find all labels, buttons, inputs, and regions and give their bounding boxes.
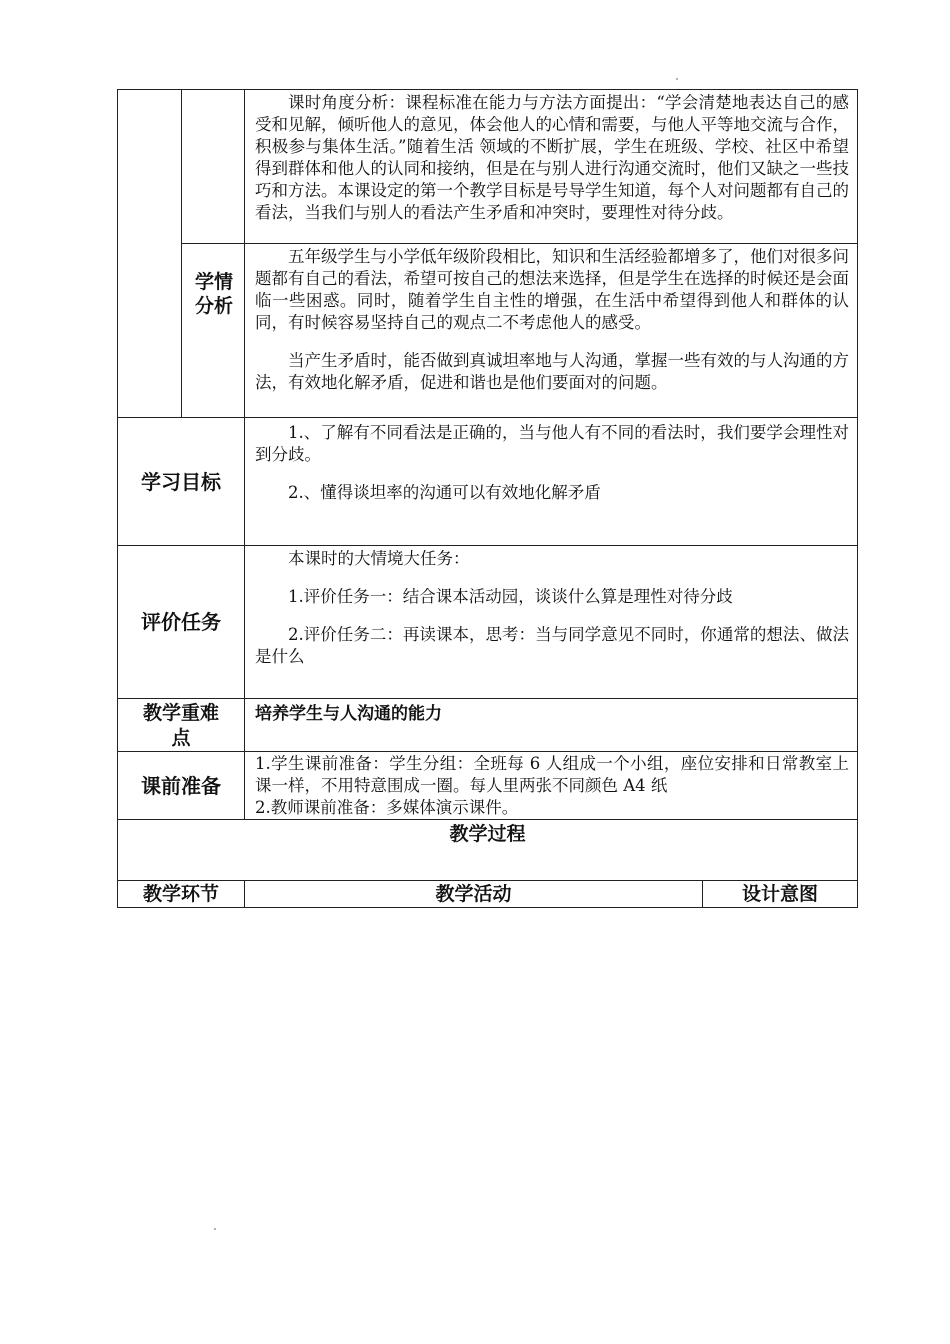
goal-item-1: 1.、了解有不同看法是正确的，当与他人有不同的看法时，我们要学会理性对到分歧。 (255, 423, 849, 464)
evaluation-label-text: 评价任务 (141, 610, 221, 634)
key-points-text: 培养学生与人沟通的能力 (255, 704, 442, 724)
process-col-activity (245, 881, 703, 908)
process-header-row (118, 881, 858, 908)
analysis-outer-cell (118, 90, 182, 418)
lesson-plan-table (117, 89, 858, 908)
page-dot-bottom (214, 1228, 216, 1230)
preparation-line-2: 2.教师课前准备：多媒体演示课件。 (255, 798, 519, 817)
key-points-row (118, 699, 858, 752)
key-points-label-text: 教学重难点 (142, 702, 219, 749)
process-title-row (118, 820, 858, 881)
course-analysis-label-cell (182, 90, 245, 244)
process-title-text: 教学过程 (449, 823, 526, 845)
preparation-line-1: 1.学生课前准备：学生分组：全班每 6 人组成一个小组，座位安排和日常教室上课一样，不用特意围成一圈。每人里两张不同颜色 A4 纸 (255, 754, 849, 795)
process-col-stage-text: 教学环节 (142, 883, 219, 905)
student-analysis-label (182, 244, 245, 418)
student-analysis-label-text: 学情分析 (194, 271, 233, 317)
goal-item-2: 2.、懂得谈坦率的沟通可以有效地化解矛盾 (288, 483, 601, 502)
process-col-intent-text: 设计意图 (741, 883, 818, 905)
course-analysis-text: 课时角度分析：课程标准在能力与方法方面提出：“学会清楚地表达自己的感受和见解，倾听他人的意见，体会他人的心情和需要，与他人平等地交流与合作，积极参与集体生活。”随着生活 领域的不断扩展，学生在班级、学校、社区中希望得到群体和他人的认同和接纳，但是在与别人进行沟通交流时，他们又缺之一些技巧和方法。本课设定的第一个教学目标是号导学生知道，每个人对问题都有自己的看法，当我们与别人的看法产生矛盾和冲突时，要理性对待分歧。 (255, 93, 849, 222)
page-dot-top (676, 78, 678, 80)
preparation-row (118, 752, 858, 820)
evaluation-cell (245, 546, 858, 699)
evaluation-row (118, 546, 858, 699)
key-points-label (118, 699, 245, 752)
evaluation-intro: 本课时的大情境大任务： (288, 549, 470, 568)
preparation-cell (245, 752, 858, 820)
student-analysis-row (118, 244, 858, 418)
student-analysis-p2: 当产生矛盾时，能否做到真诚坦率地与人沟通，掌握一些有效的与人沟通的方法，有效地化解矛盾，促进和谐也是他们要面对的问题。 (255, 351, 849, 392)
process-col-stage (118, 881, 245, 908)
goals-label (118, 418, 245, 546)
process-col-intent (703, 881, 858, 908)
goals-row (118, 418, 858, 546)
goals-label-text: 学习目标 (141, 469, 221, 494)
student-analysis-cell (245, 244, 858, 418)
process-title (118, 820, 858, 881)
course-analysis-row (118, 90, 858, 244)
student-analysis-p1: 五年级学生与小学低年级阶段相比，知识和生活经验都增多了，他们对很多问题都有自己的看法，希望可按自己的想法来选择，但是学生在选择的时候还是会面临一些困惑。同时，随着学生自主性的增强，在生活中希望得到他人和群体的认同，有时候容易坚持自己的观点二不考虑他人的感受。 (255, 247, 849, 332)
evaluation-task-1: 1.评价任务一：结合课本活动园，谈谈什么算是理性对待分歧 (288, 587, 733, 606)
course-analysis-cell (245, 90, 858, 244)
preparation-label (118, 752, 245, 820)
evaluation-task-2: 2.评价任务二：再读课本，思考：当与同学意见不同时，你通常的想法、做法是什么 (255, 625, 849, 666)
preparation-label-text: 课前准备 (141, 773, 221, 798)
goals-cell (245, 418, 858, 546)
evaluation-label (118, 546, 245, 699)
process-col-activity-text: 教学活动 (435, 883, 512, 905)
key-points-cell (245, 699, 858, 752)
